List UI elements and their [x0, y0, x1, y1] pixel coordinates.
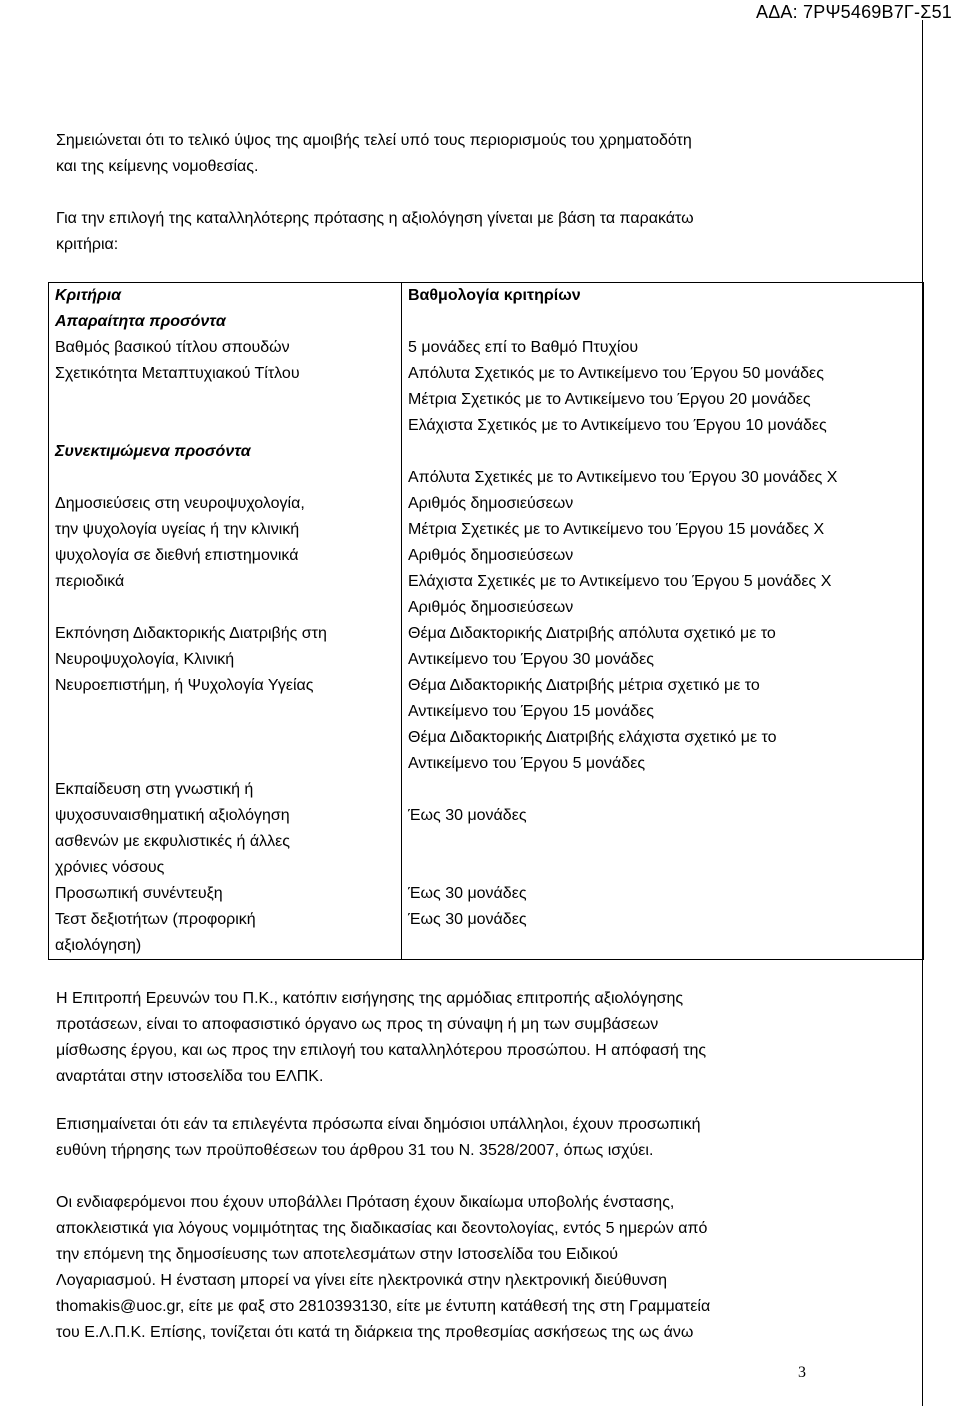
scores-header: Βαθμολογία κριτηρίων: [408, 287, 581, 304]
training-line: χρόνιες νόσους: [55, 859, 165, 876]
skills-score: Έως 30 μονάδες: [408, 911, 527, 928]
text-line: μίσθωσης έργου, και ως προς την επιλογή του καταλληλότερου προσώπου. Η απόφασή της: [56, 1042, 707, 1059]
phd-score: Θέμα Διδακτορικής Διατριβής απόλυτα σχετικό με το: [408, 625, 776, 642]
publications-score: Μέτρια Σχετικές με το Αντικείμενο του Έργου 15 μονάδες Χ: [408, 521, 825, 538]
text-line: Για την επιλογή της καταλληλότερης πρότασης η αξιολόγηση γίνεται με βάση τα παρακάτω: [56, 210, 694, 227]
preferred-label: Συνεκτιμώμενα προσόντα: [55, 443, 251, 460]
interview-score: Έως 30 μονάδες: [408, 885, 527, 902]
text-line: την επόμενη της δημοσίευσης των αποτελεσμάτων στην Ιστοσελίδα του Ειδικού: [56, 1246, 619, 1263]
phd-score: Αντικείμενο του Έργου 15 μονάδες: [408, 703, 654, 720]
text-line: κριτήρια:: [56, 236, 119, 253]
skills-line: Τεστ δεξιοτήτων (προφορική: [55, 911, 256, 928]
publications-line: την ψυχολογία υγείας ή την κλινική: [55, 521, 300, 538]
publications-line: περιοδικά: [55, 573, 125, 590]
publications-line: Δημοσιεύσεις στη νευροψυχολογία,: [55, 495, 305, 512]
spacer: [408, 829, 917, 855]
masters-criterion: Σχετικότητα Μεταπτυχιακού Τίτλου: [55, 365, 300, 382]
training-line: Εκπαίδευση στη γνωστική ή: [55, 781, 254, 798]
required-label: Απαραίτητα προσόντα: [55, 313, 226, 330]
publications-score: Ελάχιστα Σχετικές με το Αντικείμενο του Έργου 5 μονάδες Χ: [408, 573, 832, 590]
interview-criterion: Προσωπική συνέντευξη: [55, 885, 223, 902]
publications-score: Αριθμός δημοσιεύσεων: [408, 495, 574, 512]
criteria-header: Κριτήρια: [55, 287, 122, 304]
spacer: [408, 309, 917, 335]
publications-score: Αριθμός δημοσιεύσεων: [408, 547, 574, 564]
criteria-table: [48, 282, 924, 960]
spacer: [55, 595, 395, 621]
spacer: [55, 413, 395, 439]
text-line: του Ε.Λ.Π.Κ. Επίσης, τονίζεται ότι κατά τη διάρκεια της προθεσμίας ασκήσεως της ως άνω: [56, 1324, 694, 1341]
text-line: αναρτάται στην ιστοσελίδα του ΕΛΠΚ.: [56, 1068, 324, 1085]
publications-score: Απόλυτα Σχετικές με το Αντικείμενο του Έργου 30 μονάδες Χ: [408, 469, 838, 486]
intro-paragraph-2: [56, 206, 868, 258]
degree-score: 5 μονάδες επί το Βαθμό Πτυχίου: [408, 339, 639, 356]
text-line: Οι ενδιαφερόμενοι που έχουν υποβάλλει Πρόταση έχουν δικαίωμα υποβολής ένστασης,: [56, 1194, 675, 1211]
spacer: [408, 855, 917, 881]
masters-score: Απόλυτα Σχετικός με το Αντικείμενο του Έργου 50 μονάδες: [408, 365, 824, 382]
spacer: [408, 933, 917, 959]
table-cell: [49, 283, 402, 960]
intro-paragraph-1: [56, 128, 868, 180]
text-line: προτάσεων, είναι το αποφασιστικό όργανο ως προς τη σύναψη ή μη των συμβάσεων: [56, 1016, 659, 1033]
training-line: ψυχοσυναισθηματική αξιολόγηση: [55, 807, 290, 824]
text-line: Σημειώνεται ότι το τελικό ύψος της αμοιβής τελεί υπό τους περιορισμούς του χρηματοδότη: [56, 132, 692, 149]
spacer: [55, 751, 395, 777]
publications-score: Αριθμός δημοσιεύσεων: [408, 599, 574, 616]
spacer: [55, 725, 395, 751]
phd-score: Θέμα Διδακτορικής Διατριβής μέτρια σχετικό με το: [408, 677, 760, 694]
spacer: [55, 387, 395, 413]
page-number: 3: [798, 1364, 806, 1381]
spacer: [408, 777, 917, 803]
phd-score: Αντικείμενο του Έργου 30 μονάδες: [408, 651, 654, 668]
phd-line: Εκπόνηση Διδακτορικής Διατριβής στη: [55, 625, 327, 642]
phd-score: Αντικείμενο του Έργου 5 μονάδες: [408, 755, 646, 772]
committee-paragraph: [56, 986, 868, 1090]
masters-score: Μέτρια Σχετικός με το Αντικείμενο του Έργου 20 μονάδες: [408, 391, 811, 408]
degree-criterion: Βαθμός βασικού τίτλου σπουδών: [55, 339, 290, 356]
civil-servant-paragraph: [56, 1112, 868, 1164]
masters-score: Ελάχιστα Σχετικός με το Αντικείμενο του Έργου 10 μονάδες: [408, 417, 827, 434]
phd-line: Νευροεπιστήμη, ή Ψυχολογία Υγείας: [55, 677, 314, 694]
spacer: [408, 439, 917, 465]
training-line: ασθενών με εκφυλιστικές ή άλλες: [55, 833, 290, 850]
text-line: αποκλειστικά για λόγους νομιμότητας της διαδικασίας και δεοντολογίας, εντός 5 ημερών από: [56, 1220, 708, 1237]
phd-line: Νευροψυχολογία, Κλινική: [55, 651, 235, 668]
text-line: και της κείμενης νομοθεσίας.: [56, 158, 259, 175]
text-line: Λογαριασμού. Η ένσταση μπορεί να γίνει είτε ηλεκτρονικά στην ηλεκτρονική διεύθυνση: [56, 1272, 668, 1289]
spacer: [55, 465, 395, 491]
text-line: Επισημαίνεται ότι εάν τα επιλεγέντα πρόσωπα είναι δημόσιοι υπάλληλοι, έχουν προσωπική: [56, 1116, 701, 1133]
text-line: thomakis@uoc.gr, είτε με φαξ στο 2810393130, είτε με έντυπη κατάθεσή της στη Γραμματεία: [56, 1298, 711, 1315]
training-score: Έως 30 μονάδες: [408, 807, 527, 824]
skills-line: αξιολόγηση): [55, 937, 142, 954]
spacer: [55, 699, 395, 725]
table-cell: [402, 283, 924, 960]
table-row: [49, 283, 924, 960]
text-line: Η Επιτροπή Ερευνών του Π.Κ., κατόπιν εισήγησης της αρμόδιας επιτροπής αξιολόγησης: [56, 990, 684, 1007]
publications-line: ψυχολογία σε διεθνή επιστημονικά: [55, 547, 299, 564]
objection-paragraph: [56, 1190, 868, 1346]
text-line: ευθύνη τήρησης των προϋποθέσεων του άρθρου 31 του Ν. 3528/2007, όπως ισχύει.: [56, 1142, 654, 1159]
phd-score: Θέμα Διδακτορικής Διατριβής ελάχιστα σχετικό με το: [408, 729, 777, 746]
ada-code: ΑΔΑ: 7ΡΨ5469Β7Γ-Σ51: [755, 2, 952, 22]
